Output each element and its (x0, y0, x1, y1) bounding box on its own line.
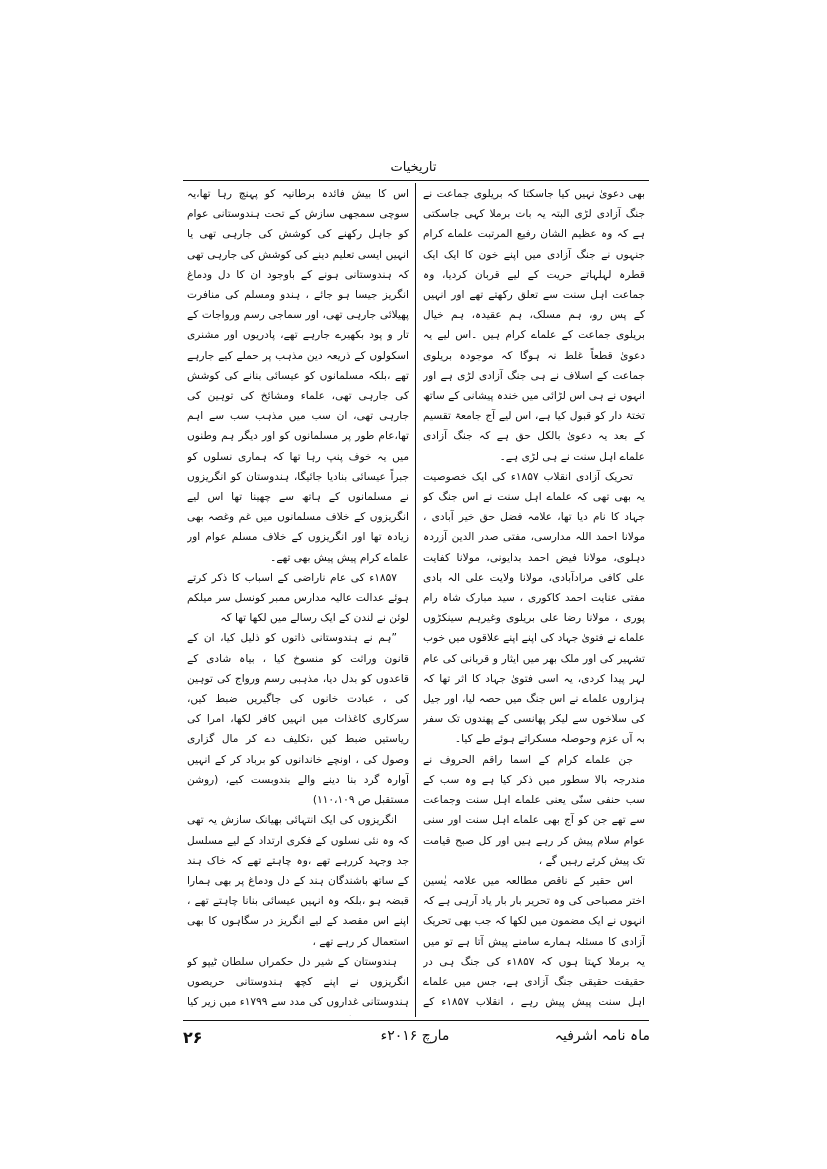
column-divider (415, 183, 416, 1017)
issue-date: مارچ ۲۰۱۶ء (380, 1028, 450, 1044)
left-paragraph-2: ۱۸۵۷ء کی عام ناراضی کے اسباب کا ذکر کرتے ہوئے عدالت عالیہ مدارس ممبر کونسل سر میلکم لوئن نے لندن کے ایک رسالے میں لکھا تھا کہ (187, 571, 409, 625)
footer-rule (183, 1020, 649, 1021)
left-quote-paragraph: ”ہم نے ہندوستانی ذاتوں کو ذلیل کیا، ان کے قانون وراثت کو منسوخ کیا ، بیاہ شادی کے قاعدوں کو بدل دیا، مذہبی رسم ورواج کی توہین کی ، عبادت خانوں کی جاگیریں ضبط کیں، سرکاری کاغذات میں انہیں کافر لکھا، امرا کی ریاستیں ضبط کیں ،تکلیف دے کر مال گزاری وصول کی ، اونچے خاندانوں کو برباد کر کے انہیں آوارہ گرد بنا دینے والے بندوبست کیے، (روشن مستقبل ص ۱۱۰،۱۰۹) (187, 632, 409, 807)
page-number: ۲۶ (183, 1028, 203, 1047)
right-paragraph-2: تحریک آزادی انقلاب ۱۸۵۷ء کی ایک خصوصیت یہ بھی تھی کہ علماے اہل سنت نے اس جنگ کو جہاد کا نام دیا تھا، علامہ فضل حق خیر آبادی ، مولانا احمد اللہ مدارسی، مفتی صدر الدین آزردہ دہلوی، مولانا فیض احمد بدایونی، مولانا کفایت علی کافی مرادآبادی، مولانا ولایت علی الہ بادی مفتی عنایت احمد کاکوری ، سید مبارک شاہ رام پوری ، مولانا رضا علی بریلوی وغیرہم سینکڑوں علماے نے فتویٰ جہاد کی اپنے اپنے علاقوں میں خوب تشہیر کی اور ملک بھر میں ایثار و قربانی کی عام لہر پیدا کردی، یہ اسی فتویٰ جہاد کا اثر تھا کہ ہزاروں علماے نے اس جنگ میں حصہ لیا، اور جیل کی سلاخوں سے لیکر پھانسی کے پھندوں تک سفر بہ آں عزم وحوصلہ مسکراتے ہوئے طے کیا۔ (423, 470, 645, 746)
left-paragraph-5: ہندوستان کے شیر دل حکمراں سلطان ٹیپو کو انگریزوں نے اپنے کچھ ہندوستانی حریصوں ہندوستانی غداروں کی مدد سے ۱۷۹۹ء میں زیر کیا (187, 955, 409, 1009)
left-column (187, 184, 409, 1016)
running-title: تاریخیات (390, 160, 437, 175)
left-paragraph-1: اس کا بیش فائدہ برطانیہ کو پہنچ رہا تھا،یہ سوچی سمجھی سازش کے تحت ہندوستانی عوام کو جاہل رکھنے کی کوشش کی جارہی تھی یا انہیں ایسی تعلیم دینے کی کوشش کی جارہی تھی کہ ہندوستانی ہونے کے باوجود ان کا دل ودماغ انگریز جیسا ہو جائے ، ہندو ومسلم کی منافرت پھیلائی جارہی تھی، اور سماجی رسم ورواجات کے تار و پود بکھیرے جارہے تھے، پادریوں اور مشنری اسکولوں کے ذریعہ دین مذہب پر حملے کیے جارہے تھے ،بلکہ مسلمانوں کو عیسائی بنانے کی کوشش کی جارہی تھی، علماء ومشائخ کی توہین کی جارہی تھی، ان سب میں مذہب سب سے اہم تھا،عام طور پر مسلمانوں کو اور دیگر ہم وطنوں میں یہ خوف پنپ رہا تھا کہ ہماری نسلوں کو جبراً عیسائی بنادیا جائیگا، ہندوستان کو انگریزوں نے مسلمانوں کے ہاتھ سے چھینا تھا اس لیے انگریزوں کے خلاف مسلمانوں میں غم وغصہ بھی زیادہ تھا اور انگریزوں کے خلاف مسلم عوام اور علماے کرام پیش پیش بھی تھے۔ (187, 188, 409, 564)
right-paragraph-1: بھی دعویٰ نہیں کیا جاسکتا کہ بریلوی جماعت نے جنگ آزادی لڑی البتہ یہ بات برملا کہی جاسکتی ہے کہ وہ عظیم الشان رفیع المرتبت علماے کرام جنہوں نے جنگ آزادی میں اپنے خون کا ایک ایک قطرہ لہلہاتے حریت کے لیے قربان کردیا، وہ جماعت اہل سنت سے تعلق رکھتے تھے اور انہیں کے پس رو، ہم مسلک، ہم عقیدہ، ہم خیال بریلوی جماعت کے علماے کرام ہیں ۔اس لیے یہ دعویٰ قطعاً غلط نہ ہوگا کہ موجودہ بریلوی جماعت کے اسلاف نے ہی جنگ آزادی لڑی ہے اور انہوں نے ہی اس لڑائی میں خندہ پیشانی کے ساتھ تختۂ دار کو قبول کیا ہے، اس لیے آج جامعۃ تقسیم کے بعد یہ دعویٰ بالکل حق ہے کہ جنگ آزادی علماے اہل سنت نے ہی لڑی ہے۔ (423, 188, 645, 463)
right-paragraph-3: جن علماے کرام کے اسما راقم الحروف نے مندرجہ بالا سطور میں ذکر کیا ہے وہ سب کے سب حنفی سنّی یعنی علماے اہل سنت وجماعت سے تھے جن کو آج بھی علماے اہل سنت اور سنی عوام سلام پیش کر رہے ہیں اور کل صبح قیامت تک پیش کرتے رہیں گے ، (423, 753, 645, 867)
right-paragraph-4: اس حقیر کے ناقص مطالعہ میں علامہ یٰسین اختر مصباحی کی وہ تحریر بار بار یاد آرہی ہے کہ انہوں نے ایک مضمون میں لکھا کہ جب بھی تحریک آزادی کا مسئلہ ہمارے سامنے پیش آتا ہے تو میں یہ برملا کہتا ہوں کہ ۱۸۵۷ء کی جنگ ہی در حقیقت حقیقی جنگ آزادی ہے، جس میں علماے اہل سنت پیش پیش رہے ، انقلاب ۱۸۵۷ء کے (423, 874, 645, 1009)
right-column (423, 184, 645, 1016)
journal-name: ماہ نامہ اشرفیہ (554, 1028, 650, 1044)
header-rule (183, 180, 649, 181)
left-paragraph-4: انگریزوں کی ایک انتہائی بھیانک سازش یہ تھی کہ وہ نئی نسلوں کے فکری ارتداد کے لیے مسلسل جد وجہد کررہے تھے ،وہ چاہتے تھے کہ خاک ہند کے ساتھ باشندگان ہند کے دل ودماغ پر بھی ہمارا قبضہ ہو ،بلکہ وہ انہیں عیسائی بنانا چاہتے تھے ، اپنے اس مقصد کے لیے انگریز در سگاہوں کا بھی استعمال کر رہے تھے ، (187, 814, 409, 948)
